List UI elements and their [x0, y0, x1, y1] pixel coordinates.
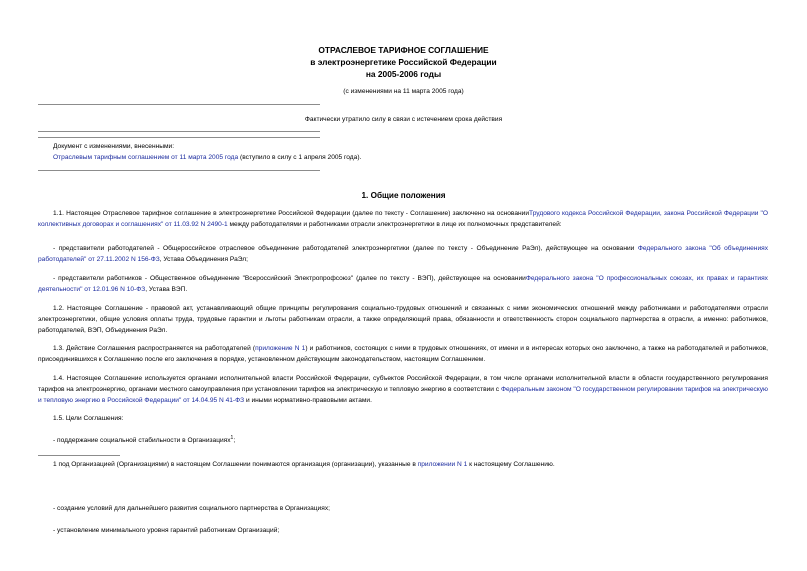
goal-1: - поддержание социальной стабильности в Организациях$^1$;: [53, 435, 236, 445]
amendment-note: (с изменениями на 11 марта 2005 года): [343, 88, 464, 95]
divider: [38, 170, 320, 171]
footnote: 1 под Организацией (Организациями) в настоящем Соглашении понимаются организация (организации), указанные в приложении N 1 к настоящему Соглашению.: [53, 461, 555, 468]
footnote-reference[interactable]: 1: [230, 435, 234, 441]
paragraph-1-5: 1.5. Цели Соглашения:: [53, 415, 124, 422]
paragraph-1-2: 1.2. Настоящее Соглашение - правовой акт, устанавливающий общие принципы регулирования социально-трудовых отношений и связанных с ними экономических отношений между работниками и работодателями отрасли электроэнергетики, общие условия оплаты труда, трудовые гарантии и льготы работникам отрасли, а также определяющий права, обязанности и ответственность сторон социального партнерства в отрасли, а именно: работников, работодателей, ВЭП, Объединения РаЭл.: [38, 305, 768, 335]
collective-agreements-law-link[interactable]: закона Российской Федерации "О коллективных договорах и соглашениях" от 11.03.92 N 2490-1: [38, 210, 768, 229]
paragraph-workers: - представители работников - Общественное объединение "Всероссийский Электропрофсоюз" (далее по тексту - ВЭП), действующее на основанииФедерального закона "О профессиональных союзах, их правах и гарантиях деятельности" от 12.01.96 N 10-ФЗ, Устава ВЭП.: [38, 275, 768, 294]
document-title-line-2: в электроэнергетике Российской Федерации: [310, 57, 497, 67]
expired-note: Фактически утратило силу в связи с истечением срока действия: [304, 116, 503, 123]
document-title-line-1: ОТРАСЛЕВОЕ ТАРИФНОЕ СОГЛАШЕНИЕ: [318, 45, 489, 55]
trade-unions-law-link[interactable]: Федерального закона "О профессиональных союзах, их правах и гарантиях деятельности" от 12.01.96 N 10-ФЗ: [38, 275, 768, 294]
goal-2: - создание условий для дальнейшего развития социального партнерства в Организациях;: [53, 505, 330, 512]
section-heading: 1. Общие положения: [361, 191, 446, 200]
divider: [38, 104, 320, 105]
tariff-regulation-law-link[interactable]: Федеральным законом "О государственном регулировании тарифов на электрическую и тепловую энергию в Российской Федерации" от 14.04.95 N 41-ФЗ: [38, 386, 768, 405]
paragraph-1-1: 1.1. Настоящее Отраслевое тарифное соглашение в электроэнергетике Российской Федерации (далее по тексту - Соглашение) заключено на основанииТрудового кодекса Российской Федерации, закона Российской Федерации "О коллективных договорах и соглашениях" от 11.03.92 N 2490-1 между работодателями и работниками отрасли электроэнергетики в лице их полномочных представителей:: [38, 210, 768, 229]
divider: [38, 131, 320, 132]
employers-law-link[interactable]: Федерального закона "Об объединениях работодателей" от 27.11.2002 N 156-ФЗ: [38, 245, 768, 264]
changes-tail: (вступило в силу с 1 апреля 2005 года).: [238, 154, 362, 161]
changes-line: [53, 152, 553, 163]
appendix-1-footnote-link[interactable]: приложении N 1: [417, 461, 468, 468]
paragraph-employers: - представители работодателей - Общероссийское отраслевое объединение работодателей электроэнергетики (далее по тексту - Объединение РаЭл), действующее на основании Федерального закона "Об объединениях работодателей" от 27.11.2002 N 156-ФЗ, Устава Объединения РаЭл;: [38, 245, 768, 264]
document-title-line-3: на 2005-2006 годы: [365, 69, 442, 79]
footnote-mark: 1: [53, 461, 57, 468]
footnote-divider: [38, 455, 120, 456]
divider: [38, 137, 320, 138]
labor-code-link[interactable]: Трудового кодекса Российской Федерации: [529, 210, 660, 217]
goal-3: - установление минимального уровня гарантий работникам Организаций;: [53, 527, 280, 534]
paragraph-1-4: 1.4. Настоящее Соглашение используется органами исполнительной власти Российской Федерации, субъектов Российской Федерации, в том числе органами исполнительной власти в области государственного регулирования тарифов на электроэнергию, органами местного самоуправления при установлении тарифов на электрическую и тепловую энергию в соответствии с Федеральным законом "О государственном регулировании тарифов на электрическую и тепловую энергию в Российской Федерации" от 14.04.95 N 41-ФЗ и иными нормативно-правовыми актами.: [38, 375, 768, 405]
changes-intro: Документ с изменениями, внесенными:: [53, 143, 175, 150]
changes-link[interactable]: Отраслевым тарифным соглашением от 11 марта 2005 года: [53, 154, 239, 161]
appendix-1-link[interactable]: приложение N 1: [255, 345, 306, 352]
paragraph-1-3: 1.3. Действие Соглашения распространяется на работодателей (приложение N 1) и работников, состоящих с ними в трудовых отношениях, от имени и в интересах которых оно заключено, а также на работодателей и работников, присоединившихся к Соглашению после его заключения в порядке, установленном действующим законодательством, настоящим Соглашением.: [38, 345, 768, 364]
